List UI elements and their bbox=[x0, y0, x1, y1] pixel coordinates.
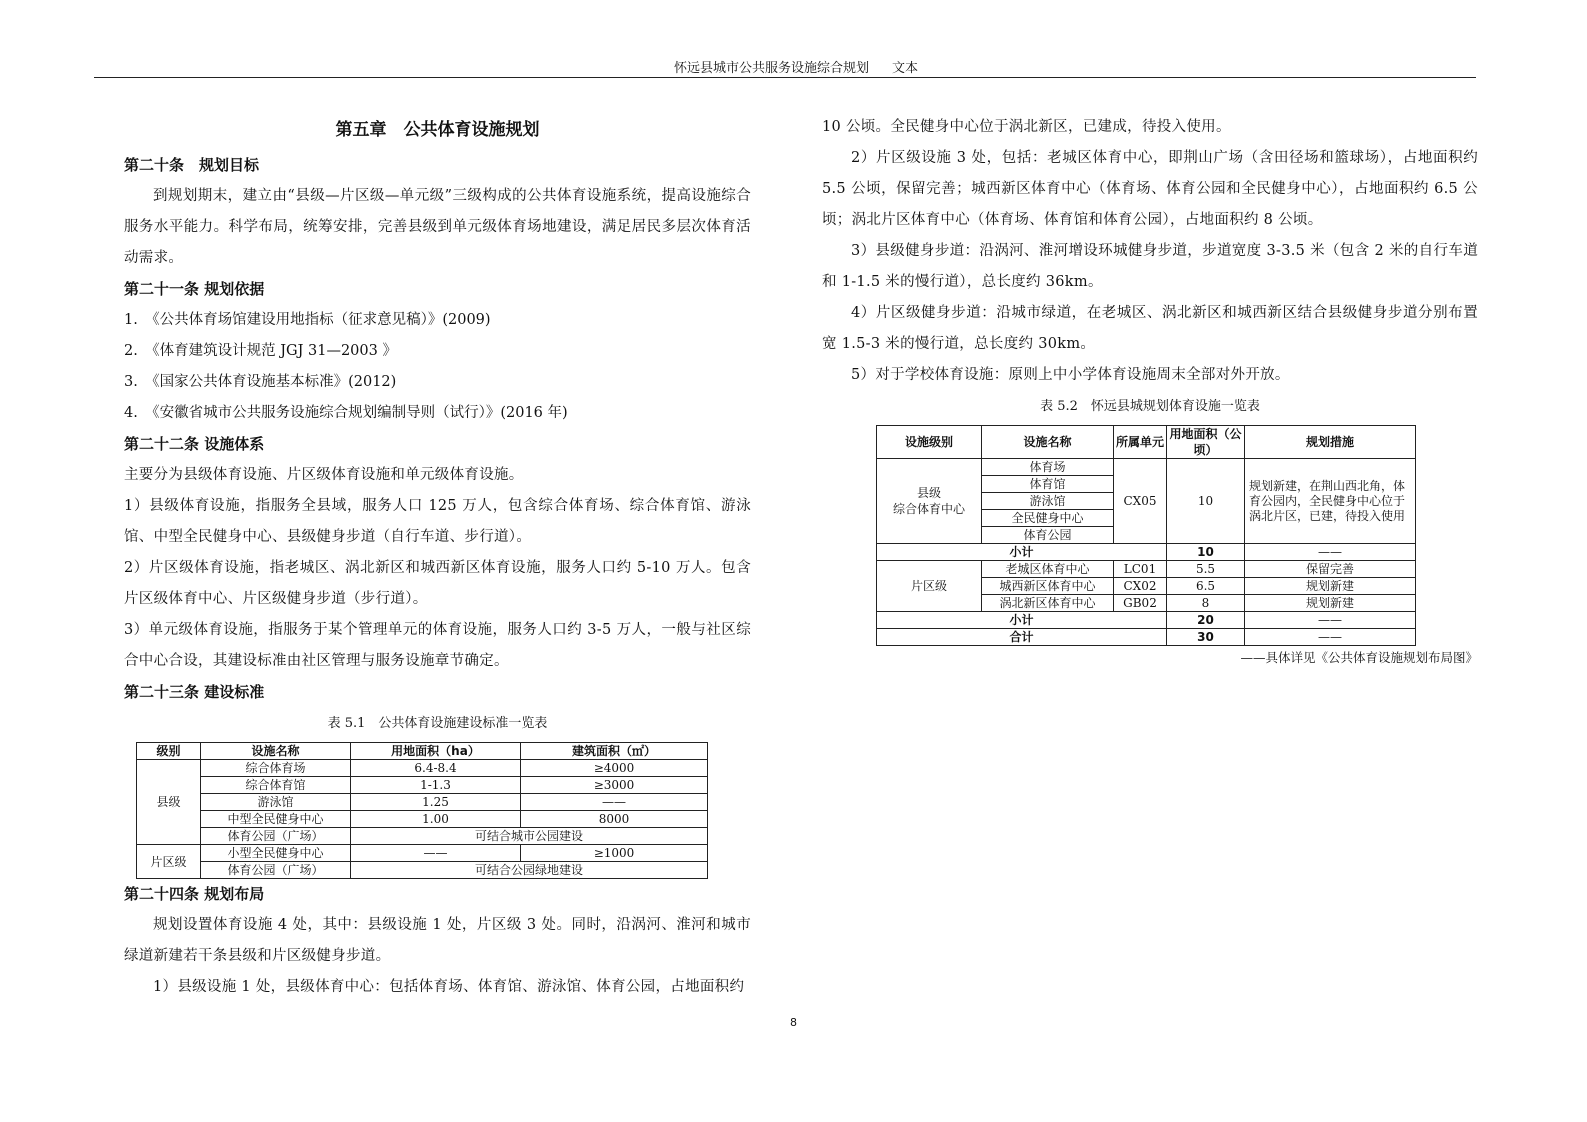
table-cell: 体育公园 bbox=[982, 527, 1114, 544]
article-21-title: 第二十一条 规划依据 bbox=[124, 280, 265, 298]
table-2-header-area: 用地面积（公顷） bbox=[1167, 426, 1245, 459]
right-county-trail: 3）县级健身步道：沿涡河、淮河增设环城健身步道，步道宽度 3-3.5 米（包含 2 米的自行车道和 1-1.5 米的慢行道），总长度约 36km。 bbox=[822, 243, 1478, 290]
table-cell: 20 bbox=[1167, 612, 1245, 629]
right-district-facilities: 2）片区级设施 3 处，包括：老城区体育中心，即荆山广场（含田径场和篮球场），占地面积约 5.5 公顷，保留完善；城西新区体育中心（体育场、体育公园和全民健身中心），占地面积约 6.5 公顷；涡北片区体育中心（体育场、体育馆和体育公园），占地面积约 8 公顷。 bbox=[822, 150, 1478, 228]
article-22-unit: 3）单元级体育设施，指服务于某个管理单元的体育设施，服务人口约 3-5 万人，一般与社区综合中心合设，其建设标准由社区管理与服务设施章节确定。 bbox=[124, 622, 751, 669]
table-1 bbox=[136, 742, 708, 879]
table-cell: 体育公园（广场） bbox=[201, 862, 351, 879]
table-cell: CX02 bbox=[1114, 578, 1167, 595]
table-cell: 6.4-8.4 bbox=[351, 760, 521, 777]
table-cell: CX05 bbox=[1114, 459, 1167, 544]
table-row bbox=[137, 794, 708, 811]
table-row bbox=[137, 811, 708, 828]
table-1-county-label: 县级 bbox=[137, 760, 201, 845]
table-cell: 30 bbox=[1167, 629, 1245, 646]
table-row bbox=[137, 862, 708, 879]
table-row bbox=[137, 777, 708, 794]
table-cell: ≥4000 bbox=[521, 760, 708, 777]
table-2-caption: 表 5.2 怀远县城规划体育设施一览表 bbox=[1040, 399, 1260, 414]
article-20-text: 到规划期末，建立由“县级—片区级—单元级”三级构成的公共体育设施系统，提高设施综合服务水平能力。科学布局，统筹安排，完善县级到单元级体育场地建设，满足居民多层次体育活动需求。 bbox=[124, 188, 751, 266]
table-2 bbox=[876, 425, 1416, 646]
table-cell: 规划新建 bbox=[1245, 595, 1416, 612]
table-cell: 1.25 bbox=[351, 794, 521, 811]
table-cell: —— bbox=[521, 794, 708, 811]
table-cell: —— bbox=[1245, 629, 1416, 646]
table-cell: 综合体育馆 bbox=[201, 777, 351, 794]
table-cell: 规划新建，在荆山西北角，体育公园内，全民健身中心位于涡北片区，已建，待投入使用 bbox=[1245, 459, 1416, 544]
table-row bbox=[877, 629, 1416, 646]
table-cell: 10 bbox=[1167, 544, 1245, 561]
table-2-note: ——具体详见《公共体育设施规划布局图》 bbox=[1240, 650, 1478, 665]
table-cell: 小型全民健身中心 bbox=[201, 845, 351, 862]
table-cell: 全民健身中心 bbox=[982, 510, 1114, 527]
article-22-title: 第二十二条 设施体系 bbox=[124, 435, 265, 453]
table-cell: 规划新建 bbox=[1245, 578, 1416, 595]
table-cell: 1-1.3 bbox=[351, 777, 521, 794]
table-cell: 8 bbox=[1167, 595, 1245, 612]
table-row bbox=[877, 544, 1416, 561]
table-cell: 综合体育场 bbox=[201, 760, 351, 777]
left-column bbox=[124, 112, 751, 1003]
table-cell: 可结合城市公园建设 bbox=[351, 828, 708, 845]
article-24-title: 第二十四条 规划布局 bbox=[124, 885, 265, 903]
table-cell: 城西新区体育中心 bbox=[982, 578, 1114, 595]
table-cell: ≥1000 bbox=[521, 845, 708, 862]
table-cell: 体育公园（广场） bbox=[201, 828, 351, 845]
table-row bbox=[137, 760, 708, 777]
table-row bbox=[877, 459, 1416, 476]
table-1-district-label: 片区级 bbox=[137, 845, 201, 879]
table-cell: GB02 bbox=[1114, 595, 1167, 612]
table-cell: 中型全民健身中心 bbox=[201, 811, 351, 828]
table-1-header-name: 设施名称 bbox=[201, 743, 351, 760]
article-24-text: 规划设置体育设施 4 处，其中：县级设施 1 处，片区级 3 处。同时，沿涡河、淮河和城市绿道新建若干条县级和片区级健身步道。 bbox=[124, 917, 751, 964]
article-20-title: 第二十条 规划目标 bbox=[124, 156, 260, 174]
basis-item-3: 3. 《国家公共体育设施基本标准》(2012) bbox=[124, 374, 397, 390]
table-cell: 涡北新区体育中心 bbox=[982, 595, 1114, 612]
table-2-header-unit: 所属单元 bbox=[1114, 426, 1167, 459]
header-title: 怀远县城市公共服务设施综合规划 bbox=[674, 61, 870, 76]
table-row bbox=[877, 561, 1416, 578]
table-cell: LC01 bbox=[1114, 561, 1167, 578]
table-cell: 5.5 bbox=[1167, 561, 1245, 578]
article-24-county: 1）县级设施 1 处，县级体育中心：包括体育场、体育馆、游泳馆、体育公园，占地面积约 bbox=[153, 979, 745, 995]
table-cell: 8000 bbox=[521, 811, 708, 828]
article-22-county: 1）县级体育设施，指服务全县域，服务人口 125 万人，包含综合体育场、综合体育馆、游泳馆、中型全民健身中心、县级健身步道（自行车道、步行道）。 bbox=[124, 498, 751, 545]
table-1-header-build: 建筑面积（㎡） bbox=[521, 743, 708, 760]
table-1-caption: 表 5.1 公共体育设施建设标准一览表 bbox=[327, 716, 548, 731]
table-1-header-land: 用地面积（ha） bbox=[351, 743, 521, 760]
table-cell: 可结合公园绿地建设 bbox=[351, 862, 708, 879]
table-row bbox=[137, 845, 708, 862]
article-22-intro: 主要分为县级体育设施、片区级体育设施和单元级体育设施。 bbox=[124, 467, 524, 483]
table-row bbox=[877, 612, 1416, 629]
table-cell: 体育场 bbox=[982, 459, 1114, 476]
header-doc-type: 文本 bbox=[892, 61, 919, 76]
table-1-header-level: 级别 bbox=[137, 743, 201, 760]
article-23-title: 第二十三条 建设标准 bbox=[124, 683, 265, 701]
table-cell: —— bbox=[351, 845, 521, 862]
table-2-district-label: 片区级 bbox=[877, 561, 982, 612]
table-cell: 保留完善 bbox=[1245, 561, 1416, 578]
right-column bbox=[822, 112, 1478, 668]
page-header bbox=[94, 57, 1476, 78]
table-cell: 小计 bbox=[877, 612, 1167, 629]
table-cell: 1.00 bbox=[351, 811, 521, 828]
table-2-county-label: 县级 综合体育中心 bbox=[877, 459, 982, 544]
table-row bbox=[137, 828, 708, 845]
table-cell: 合计 bbox=[877, 629, 1167, 646]
table-cell: 10 bbox=[1167, 459, 1245, 544]
table-cell: 游泳馆 bbox=[982, 493, 1114, 510]
article-22-district: 2）片区级体育设施，指老城区、涡北新区和城西新区体育设施，服务人口约 5-10 万人。包含片区级体育中心、片区级健身步道（步行道）。 bbox=[124, 560, 751, 607]
table-cell: 老城区体育中心 bbox=[982, 561, 1114, 578]
table-cell: 6.5 bbox=[1167, 578, 1245, 595]
right-continuation: 10 公顷。全民健身中心位于涡北新区，已建成，待投入使用。 bbox=[822, 119, 1231, 135]
page-number: 8 bbox=[790, 1016, 797, 1029]
table-2-header-name: 设施名称 bbox=[982, 426, 1114, 459]
table-cell: 小计 bbox=[877, 544, 1167, 561]
chapter-title: 第五章 公共体育设施规划 bbox=[335, 120, 540, 140]
table-2-header-level: 设施级别 bbox=[877, 426, 982, 459]
basis-item-4: 4. 《安徽省城市公共服务设施综合规划编制导则（试行）》(2016 年) bbox=[124, 405, 568, 421]
basis-item-1: 1. 《公共体育场馆建设用地指标（征求意见稿）》(2009) bbox=[124, 312, 491, 328]
table-cell: ≥3000 bbox=[521, 777, 708, 794]
table-cell: —— bbox=[1245, 612, 1416, 629]
table-cell: 游泳馆 bbox=[201, 794, 351, 811]
table-cell: —— bbox=[1245, 544, 1416, 561]
right-school: 5）对于学校体育设施：原则上中小学体育设施周末全部对外开放。 bbox=[851, 367, 1290, 383]
table-2-header-measure: 规划措施 bbox=[1245, 426, 1416, 459]
right-district-trail: 4）片区级健身步道：沿城市绿道，在老城区、涡北新区和城西新区结合县级健身步道分别布置宽 1.5-3 米的慢行道，总长度约 30km。 bbox=[822, 305, 1478, 352]
basis-item-2: 2. 《体育建筑设计规范 JGJ 31—2003 》 bbox=[124, 343, 397, 359]
table-cell: 体育馆 bbox=[982, 476, 1114, 493]
